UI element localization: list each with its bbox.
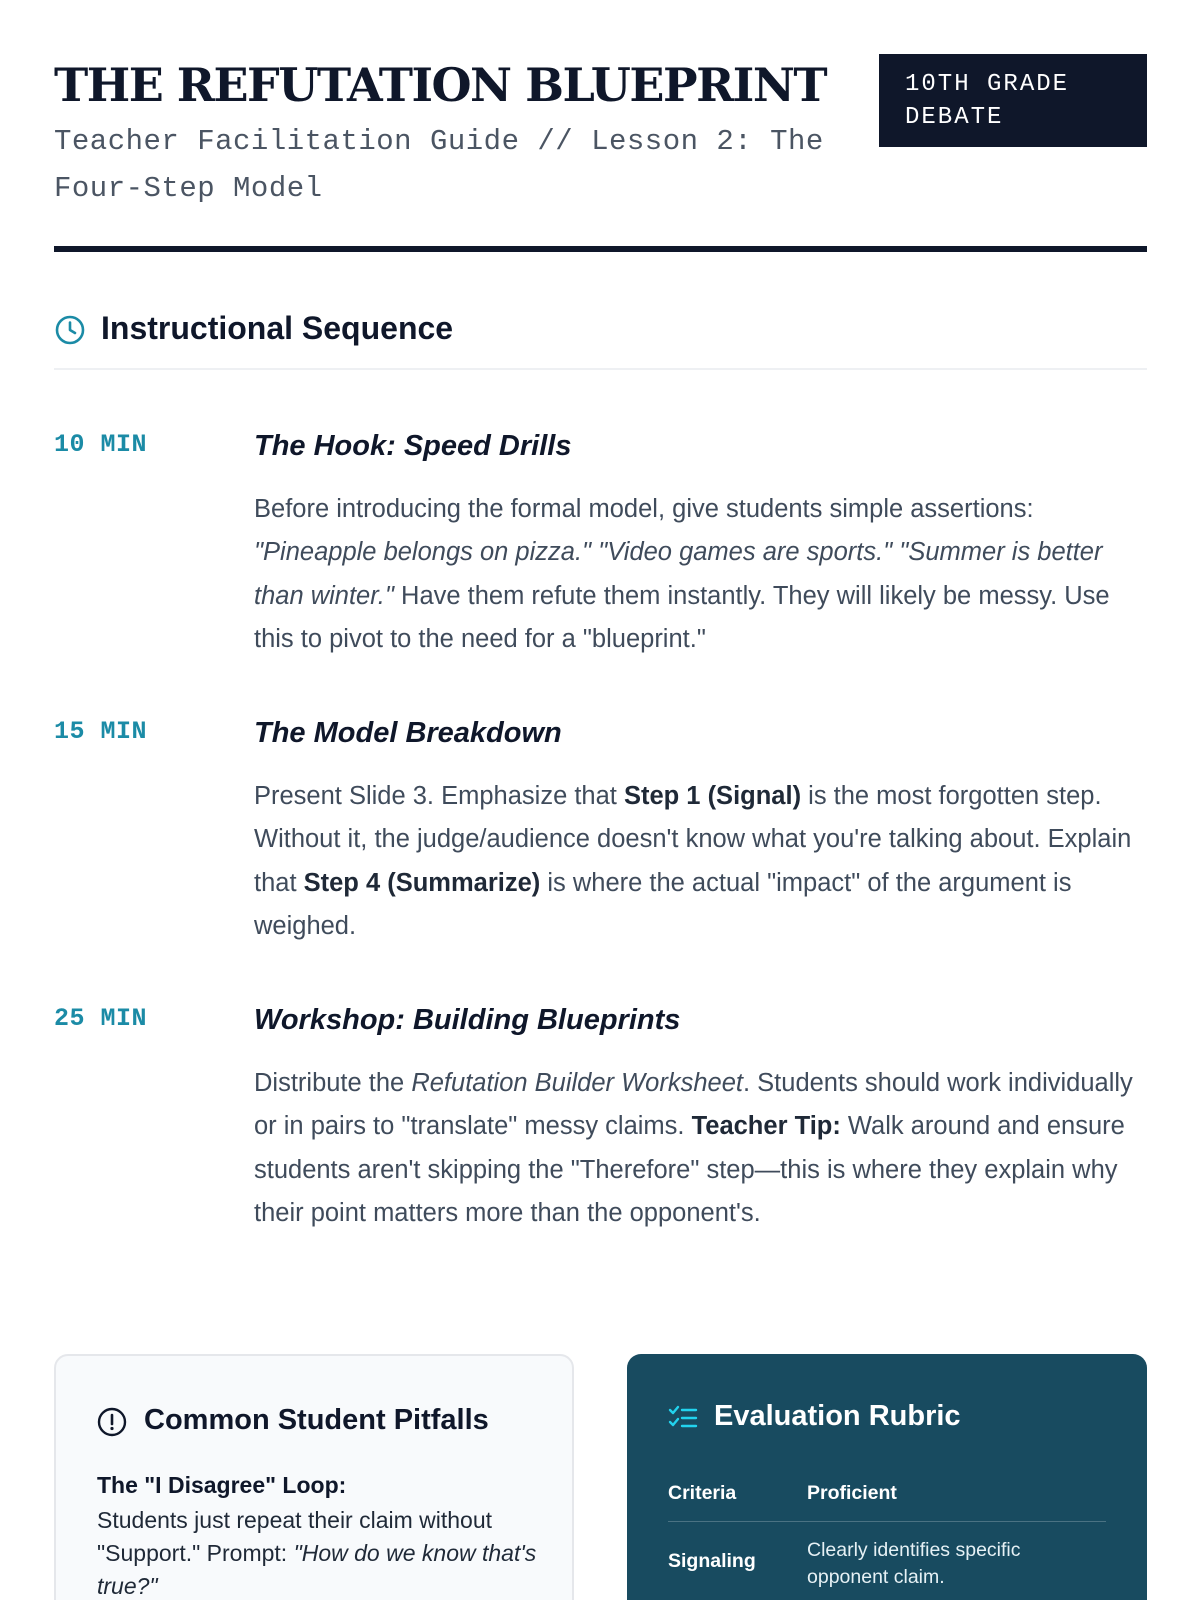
emphasis-bold: Step 4 (Summarize) — [303, 868, 541, 897]
rubric-cell-criteria: Signaling — [668, 1550, 756, 1572]
document-title: THE REFUTATION BLUEPRINT — [54, 58, 827, 112]
emphasis-italic: Refutation Builder Worksheet — [411, 1069, 743, 1097]
emphasis-bold: Step 1 (Signal) — [623, 782, 802, 810]
emphasis-bold: Teacher Tip: — [691, 1112, 841, 1141]
step-description — [254, 1062, 1149, 1235]
text-run: Present Slide 3. Emphasize that — [254, 782, 624, 810]
rubric-title: Evaluation Rubric — [714, 1400, 961, 1432]
text-run: is where the actual "impact" of the argument is weighed. — [254, 868, 1072, 940]
step-duration: 15 MIN — [54, 717, 148, 746]
header-divider — [54, 246, 1147, 252]
emphasis-italic: "Pineapple belongs on pizza." "Video games are sports." "Summer is better than winter." — [254, 538, 1103, 610]
rubric-header-criteria: Criteria — [668, 1482, 737, 1504]
pitfalls-title: Common Student Pitfalls — [144, 1404, 489, 1436]
step-duration: 10 MIN — [54, 430, 148, 459]
pitfall-description — [97, 1504, 537, 1600]
emphasis-italic: "How do we know that's true?" — [97, 1540, 537, 1599]
text-run: Distribute the — [254, 1069, 412, 1097]
step-title: The Model Breakdown — [254, 717, 562, 749]
rubric-divider — [668, 1521, 1106, 1522]
rubric-card — [627, 1354, 1147, 1600]
step-duration: 25 MIN — [54, 1004, 148, 1033]
step-title: Workshop: Building Blueprints — [254, 1004, 681, 1036]
section-title: Instructional Sequence — [101, 310, 454, 346]
text-run: Students just repeat their claim without "Support." Prompt: — [97, 1507, 493, 1566]
instructional-sequence-header — [54, 310, 1147, 370]
rubric-header-proficient: Proficient — [807, 1482, 897, 1504]
text-run: Before introducing the formal model, give students simple assertions: — [254, 495, 1034, 523]
text-run: is the most forgotten step. Without it, the judge/audience doesn't know what you're talking about. Explain that — [254, 782, 1132, 897]
step-description — [254, 775, 1149, 948]
document-subtitle: Teacher Facilitation Guide // Lesson 2: The Four-Step Model — [54, 125, 824, 205]
step-description — [254, 488, 1149, 661]
clock-icon — [54, 314, 86, 346]
checklist-icon — [667, 1402, 699, 1434]
alert-circle-icon — [96, 1406, 128, 1438]
step-title: The Hook: Speed Drills — [254, 430, 572, 462]
text-run: Walk around and ensure students aren't skipping the "Therefore" step—this is where they explain why their point matters more than the opponent's. — [254, 1112, 1125, 1227]
rubric-cell-proficient: Clearly identifies specific opponent claim. — [807, 1539, 1021, 1588]
pitfalls-card — [54, 1354, 574, 1600]
text-run: . Students should work individually or in pairs to "translate" messy claims. — [254, 1069, 1133, 1141]
text-run: Have them refute them instantly. They will likely be messy. Use this to pivot to the need for a "blueprint." — [254, 581, 1110, 653]
pitfall-name: The "I Disagree" Loop: — [97, 1472, 347, 1498]
grade-badge: 10TH GRADE DEBATE — [879, 54, 1147, 147]
